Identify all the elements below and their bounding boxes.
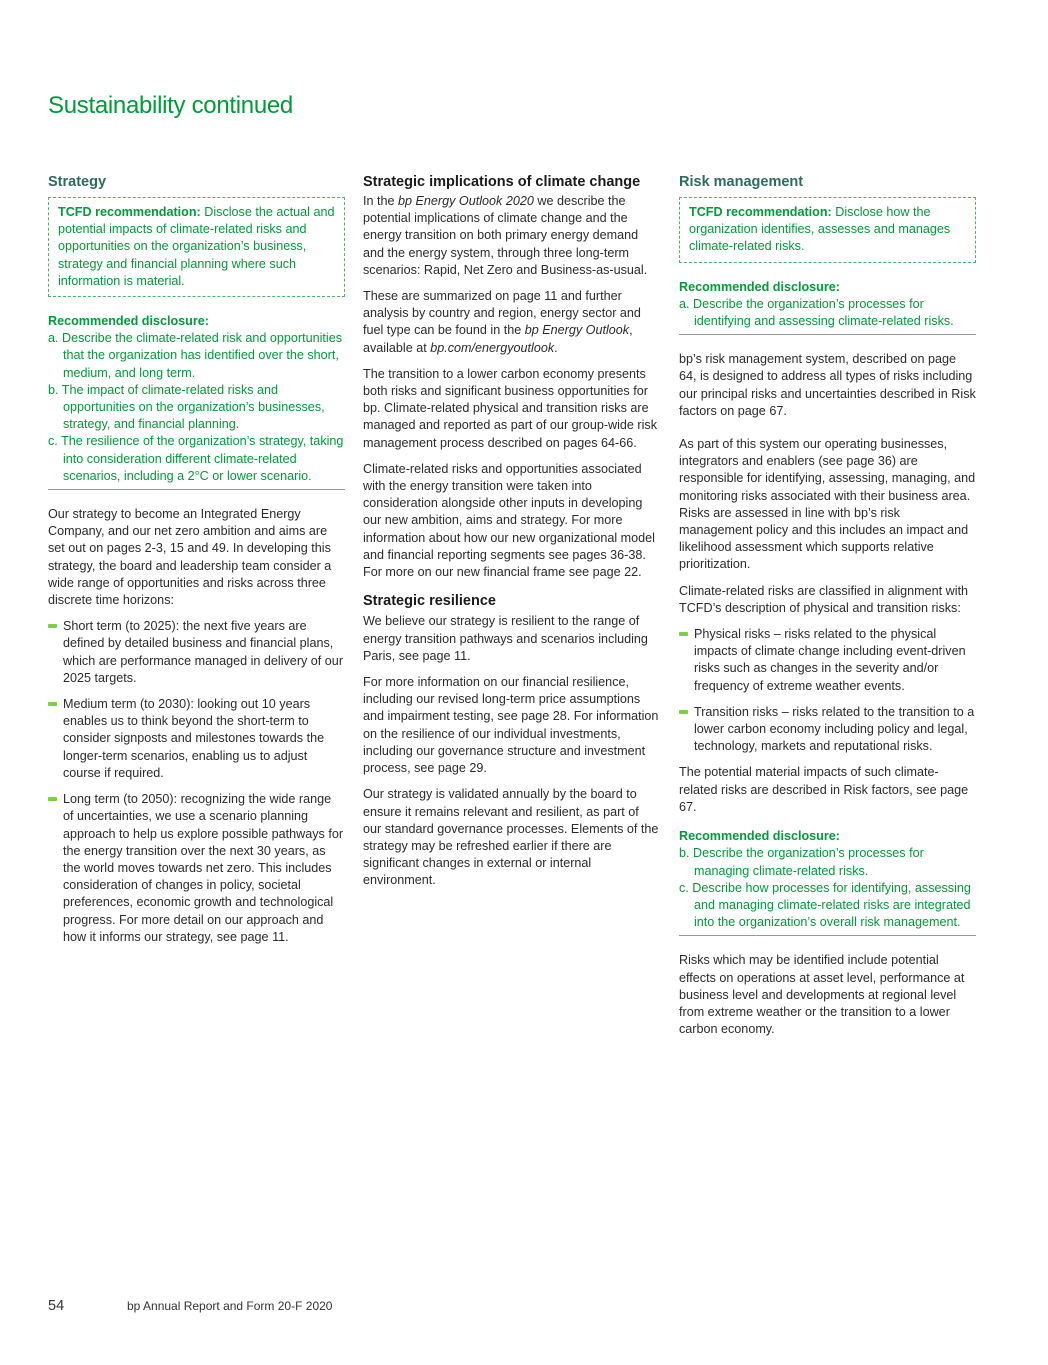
risk-paragraph-2: As part of this system our operating businesses, integrators and enablers (see page 36) are responsible for identifying, assessing, managing, and monitoring risks associated with their business area. Risks are assessed in line with bp’s risk management policy and this includes an impact and likelihood assessment which supports relative prioritization. [679, 437, 976, 572]
risk-recommended-disclosure [679, 279, 976, 336]
list-item: Long term (to 2050): recognizing the wide range of uncertainties, we use a scenario planning approach to help us explore possible pathways for the energy transition over the next 30 years, as the world moves towards net zero. This includes consideration of changes in policy, societal preferences, economic growth and technological progress. For more detail on our approach and how it informs our strategy, see page 11. [48, 791, 345, 946]
resilience-heading: Strategic resilience [363, 593, 496, 610]
resilience-paragraph-2: For more information on our financial resilience, including our revised long-term price assumptions and impairment testing, see page 28. For information on the resilience of our individual investments, including our governance structure and investment process, see page 29. [363, 675, 659, 776]
implications-paragraph-2: These are summarized on page 11 and further analysis by country and region, energy sector and fuel type can be found in the bp Energy Outlook, available at bp.com/energyoutlook. [363, 289, 641, 355]
risk-types-list [679, 626, 976, 755]
energy-outlook-link: bp.com/energyoutlook [430, 340, 555, 355]
page-title: Sustainability continued [48, 92, 293, 119]
bullet-dash-icon [48, 702, 57, 706]
risk-paragraph-3: Climate-related risks are classified in alignment with TCFD’s description of physical and transition risks: [679, 583, 969, 615]
bullet-dash-icon [48, 624, 57, 628]
risk-paragraph-5: Risks which may be identified include potential effects on operations at asset level, performance at business level and developments at regional level from extreme weather or the transition to a lower carbon economy. [679, 953, 965, 1037]
strategy-recommended-disclosure [48, 313, 345, 490]
implications-paragraph-3: The transition to a lower carbon economy presents both risks and significant business opportunities for bp. Climate-related physical and transition risks are managed and reported as part of our group-wide risk management process described on pages 64-66. [363, 366, 658, 450]
implications-heading: Strategic implications of climate change [363, 174, 641, 190]
tcfd-text: Disclose the actual and potential impacts of climate-related risks and opportunities on the organization’s business, strategy and financial planning where such information is material. [58, 205, 335, 288]
rec-item: c. The resilience of the organization’s strategy, taking into consideration different climate-related scenarios, including a 2°C or lower scenario. [48, 434, 344, 483]
bullet-dash-icon [679, 710, 688, 714]
rec-item: c. Describe how processes for identifying, assessing and managing climate-related risks are integrated into the organization’s overall risk management. [679, 880, 971, 930]
rec-heading: Recommended disclosure: [679, 829, 840, 844]
list-item: Physical risks – risks related to the physical impacts of climate change including event-driven risks such as changes in the severity and/or frequency of extreme weather events. [679, 626, 976, 695]
risk-paragraph-1: bp’s risk management system, described on page 64, is designed to address all types of risks including our principal risks and uncertainties described in Risk factors on page 67. [679, 352, 976, 418]
publication-title: bp Annual Report and Form 20-F 2020 [127, 1299, 333, 1313]
strategy-intro: Our strategy to become an Integrated Energy Company, and our net zero ambition and aims are set out on pages 2-3, 15 and 49. In developing this strategy, the board and leadership team consider a wide range of opportunities and risks across three discrete time horizons: [48, 507, 332, 608]
rec-heading: Recommended disclosure: [48, 314, 209, 329]
list-item: Medium term (to 2030): looking out 10 years enables us to think beyond the short-term to consider signposts and milestones towards the longer-term scenarios, enabling us to adjust course if required. [48, 696, 345, 782]
risk-tcfd-box [679, 197, 976, 263]
rec-item: a. Describe the climate-related risk and opportunities that the organization has identified over the short, medium, and long term. [48, 331, 342, 380]
strategy-heading: Strategy [48, 174, 107, 190]
implications-column [363, 173, 660, 899]
resilience-paragraph-1: We believe our strategy is resilient to the range of energy transition pathways and scenarios including Paris, see page 11. [363, 614, 648, 663]
list-item: Transition risks – risks related to the transition to a lower carbon economy including policy and legal, technology, markets and reputational risks. [679, 704, 976, 756]
rec-heading: Recommended disclosure: [679, 279, 840, 294]
rec-item: b. Describe the organization’s processes for managing climate-related risks. [679, 846, 924, 878]
resilience-paragraph-3: Our strategy is validated annually by the board to ensure it remains relevant and resilient, as part of our standard governance processes. Elements of the strategy may be refreshed earlier if there are significant changes in external or internal environment. [363, 787, 659, 888]
rec-item: a. Describe the organization’s processes for identifying and assessing climate-related risks. [679, 296, 954, 329]
strategy-column [48, 173, 345, 955]
risk-heading: Risk management [679, 174, 804, 190]
tcfd-label: TCFD recommendation: [689, 205, 832, 219]
tcfd-text: Disclose how the organization identifies, assesses and manages climate-related risks. [689, 205, 951, 254]
implications-paragraph-1: In the bp Energy Outlook 2020 we describe the potential implications of climate change and the energy transition on both primary energy demand and the energy system, through three long-term scenarios: Rapid, Net Zero and Business-as-usual. [363, 194, 648, 277]
strategy-tcfd-box [48, 197, 345, 297]
implications-paragraph-4: Climate-related risks and opportunities associated with the energy transition were taken into consideration alongside other inputs in developing our new ambition, aims and strategy. For more information about how our new organizational model and financial reporting segments see pages 36-38. For more on our new financial frame see page 22. [363, 461, 655, 580]
risk-column [679, 173, 976, 1047]
page-title-suffix: continued [191, 92, 293, 119]
list-item: Short term (to 2025): the next five years are defined by detailed business and financial plans, which are performance managed in delivery of our 2025 targets. [48, 618, 345, 687]
page-number: 54 [48, 1298, 65, 1314]
time-horizons-list [48, 618, 345, 946]
bullet-dash-icon [679, 632, 688, 636]
risk-paragraph-4: The potential material impacts of such climate-related risks are described in Risk factors, see page 67. [679, 765, 969, 814]
tcfd-label: TCFD recommendation: [58, 205, 201, 219]
rec-item: b. The impact of climate-related risks and opportunities on the organization’s businesses, strategy, and financial planning. [48, 382, 325, 432]
bullet-dash-icon [48, 797, 57, 801]
risk-recommended-disclosure-2 [679, 828, 976, 936]
